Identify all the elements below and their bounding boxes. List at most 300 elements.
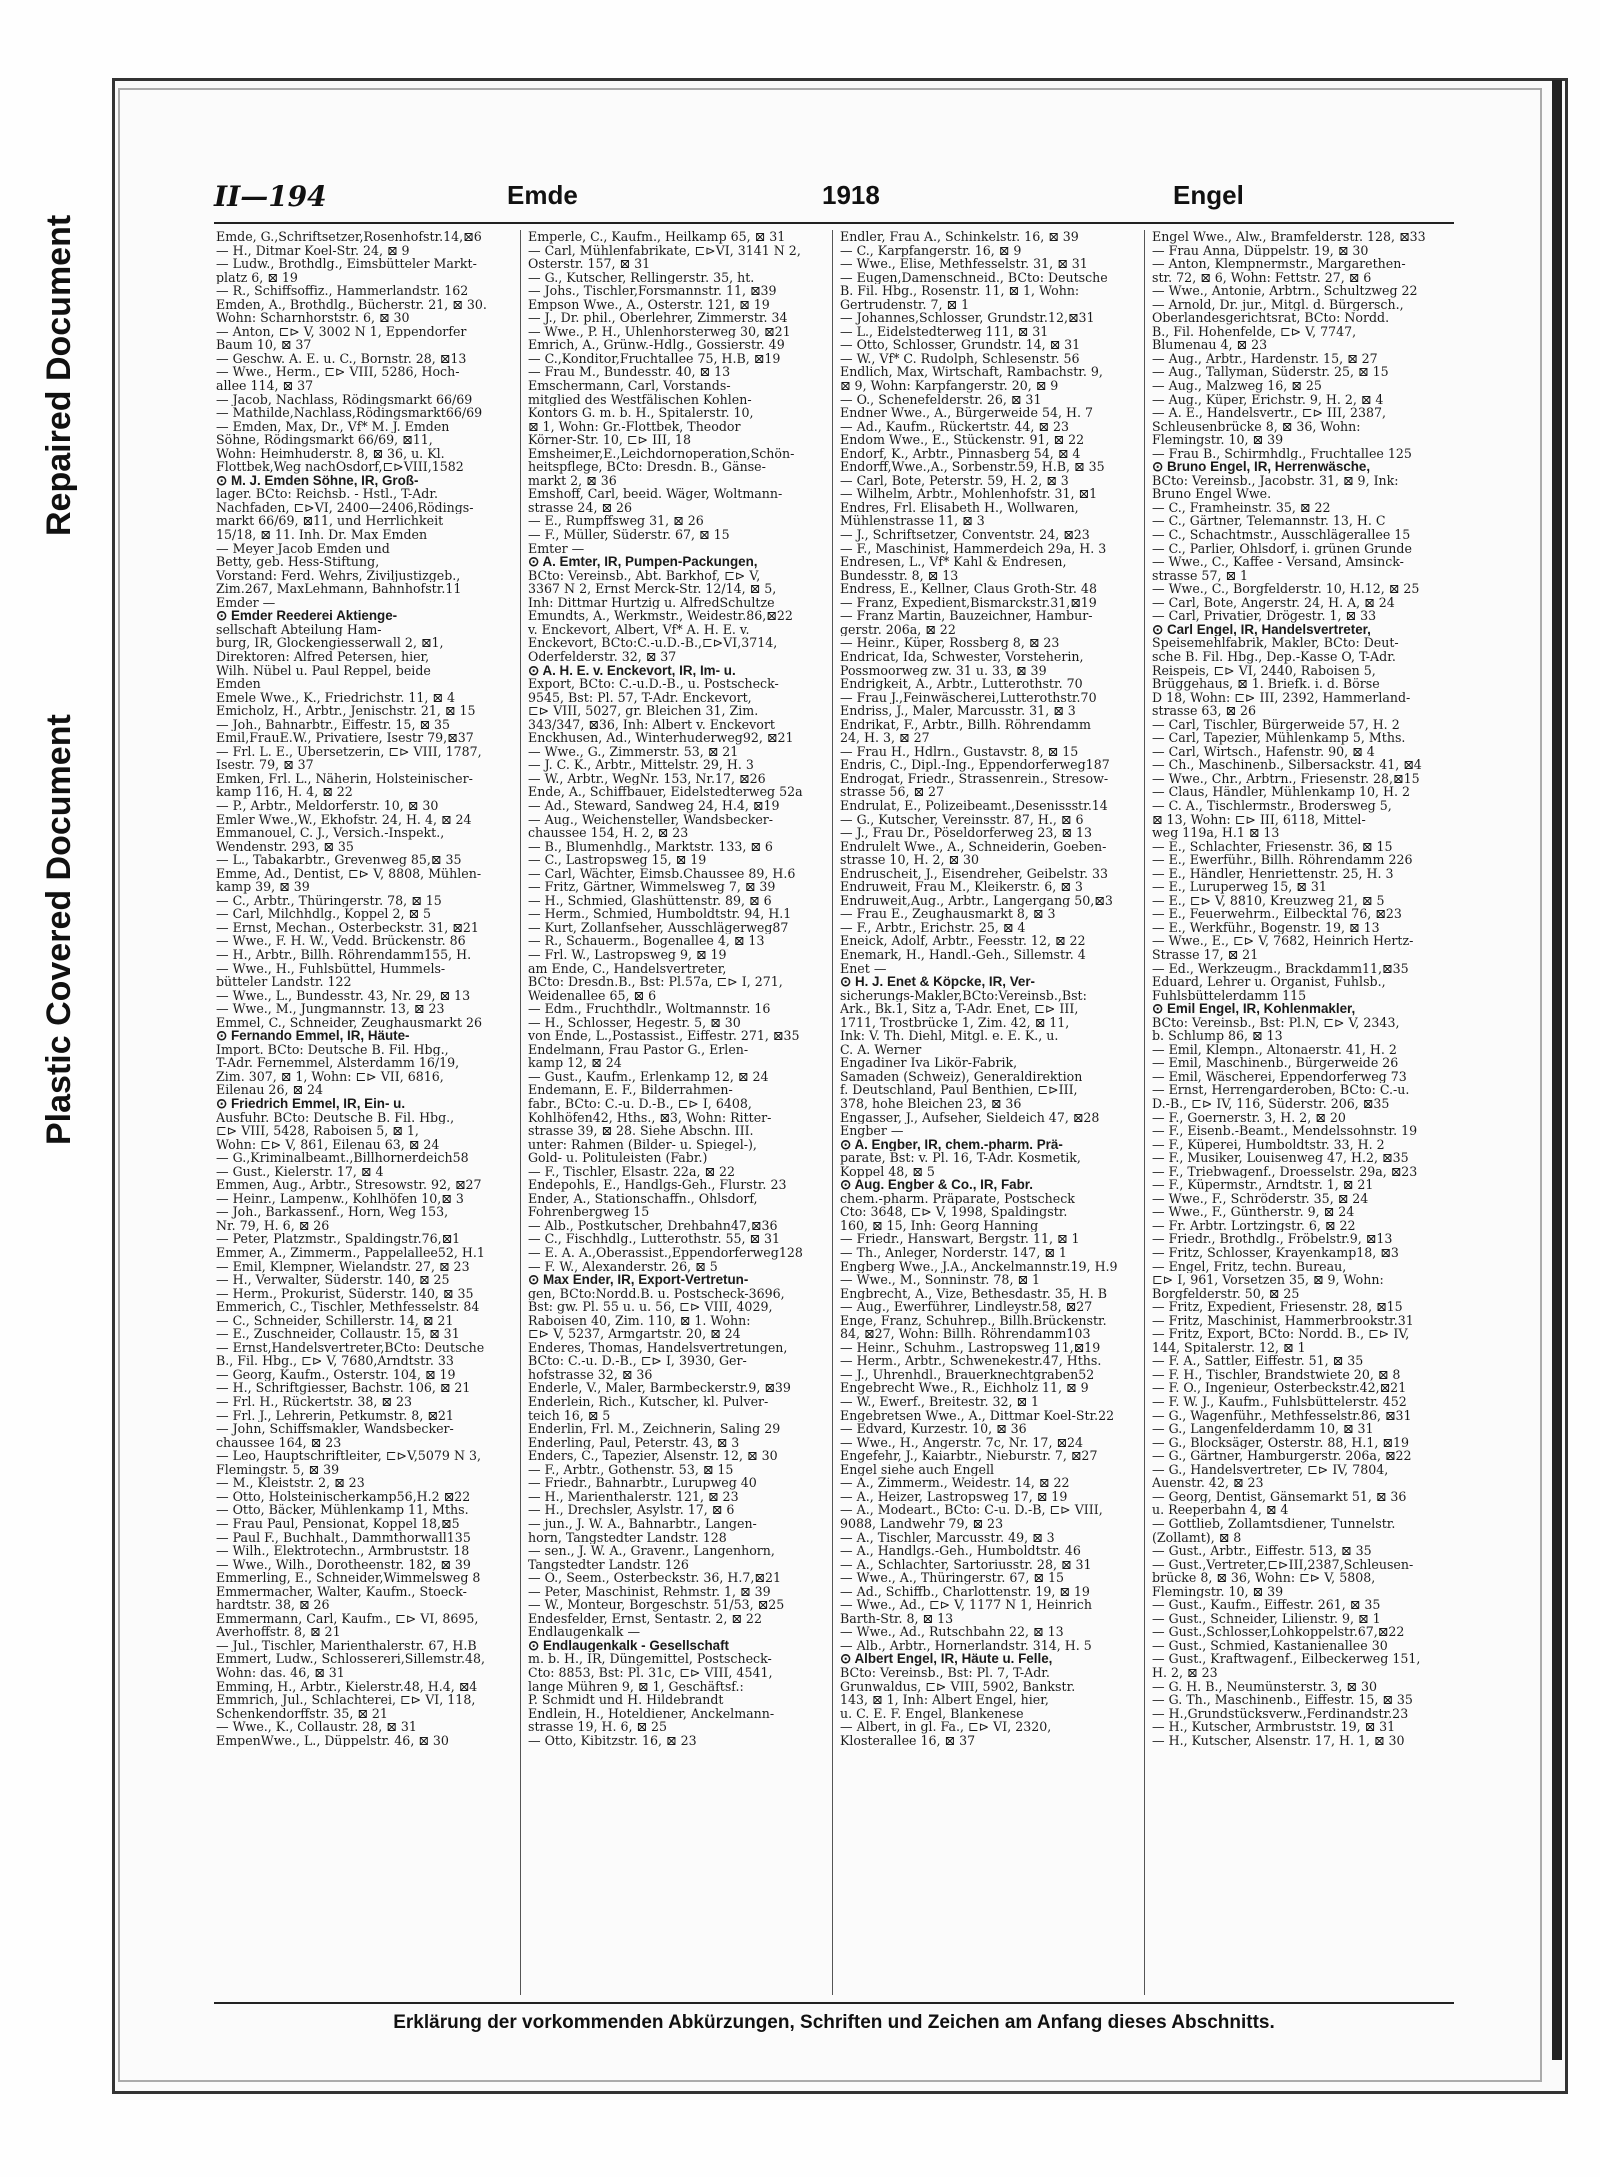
directory-line: Endlaugenkalk — bbox=[528, 1625, 641, 1639]
directory-line: — Wwe., G., Zimmerstr. 53, ⊠ 21 bbox=[528, 744, 739, 759]
directory-line: — F., Triebwagenf., Droesselstr. 29a, ⊠23 bbox=[1152, 1164, 1418, 1179]
directory-line: T-Adr. Fernemmel, Alsterdamm 16/19, bbox=[216, 1056, 460, 1070]
directory-line: Endepohls, E., Handlgs-Geh., Flurstr. 23 bbox=[528, 1178, 787, 1192]
directory-line: — Wilh., Elektrotechn., Armbruststr. 18 bbox=[216, 1544, 470, 1558]
directory-line: Emming, H., Arbtr., Kielerstr.48, H.4, ⊠4 bbox=[216, 1679, 478, 1694]
directory-line: Enderes, Thomas, Handelsvertretungen, bbox=[528, 1340, 788, 1355]
directory-line: mitglied des Westfälischen Kohlen- bbox=[528, 392, 752, 407]
directory-line: — Alb., Postkutscher, Drehbahn47,⊠36 bbox=[528, 1218, 778, 1233]
directory-line: BCto: Vereinsb., Jacobstr. 31, ⊠ 9, Ink: bbox=[1152, 473, 1399, 488]
directory-line: Emmermacher, Walter, Kaufm., Stoeck- bbox=[216, 1584, 467, 1599]
directory-line: ⊙ Carl Engel, IR, Handelsvertreter, bbox=[1152, 622, 1371, 637]
directory-line: Emrich, A., Grünw.-Hdlg., Gossierstr. 49 bbox=[528, 338, 785, 352]
directory-line: — P., Arbtr., Meldorferstr. 10, ⊠ 30 bbox=[216, 798, 439, 813]
directory-line: — Fritz, Schlosser, Krayenkamp18, ⊠3 bbox=[1152, 1246, 1399, 1260]
directory-line: Emder — bbox=[216, 595, 276, 610]
directory-line: 160, ⊠ 15, Inh: Georg Hanning bbox=[840, 1218, 1039, 1233]
plastic-covered-document-label: Plastic Covered Document bbox=[40, 714, 78, 1146]
directory-line: Emde, G.,Schriftsetzer,Rosenhofstr.14,⊠6 bbox=[216, 230, 482, 244]
directory-line: ⊠ 1, Wohn: Gr.-Flottbek, Theodor bbox=[528, 419, 741, 434]
directory-line: Endlich, Max, Wirtschaft, Rambachstr. 9, bbox=[840, 365, 1103, 380]
directory-line: u. Reeperbahn 4, ⊠ 4 bbox=[1152, 1503, 1289, 1517]
directory-line: Inh: Dittmar Hurtzig u. AlfredSchultze bbox=[528, 595, 775, 610]
directory-line: parate, Bst: v. Pl. 16, T-Adr. Kosmetik, bbox=[840, 1151, 1081, 1165]
directory-line: — C., Schneider, Schillerstr. 14, ⊠ 21 bbox=[216, 1313, 454, 1328]
directory-line: EmpenWwe., L., Düppelstr. 46, ⊠ 30 bbox=[216, 1733, 449, 1748]
directory-line: ⊙ M. J. Emden Söhne, IR, Groß- bbox=[216, 473, 419, 488]
directory-line: — Peter, Platzmstr., Spaldingstr.76,⊠1 bbox=[216, 1232, 461, 1247]
directory-line: Emmanouel, C. J., Versich.-Inspekt., bbox=[216, 826, 445, 840]
directory-line: Endres, Frl. Elisabeth H., Wollwaren, bbox=[840, 500, 1079, 515]
directory-line: — jun., J. W. A., Bahnarbtr., Langen- bbox=[528, 1516, 757, 1531]
header-rule bbox=[214, 222, 1454, 224]
directory-line: kamp 12, ⊠ 24 bbox=[528, 1056, 622, 1070]
directory-line: Endruweit, Frau M., Kleikerstr. 6, ⊠ 3 bbox=[840, 880, 1083, 894]
directory-line: Eneick, Adolf, Arbtr., Feesstr. 12, ⊠ 22 bbox=[840, 934, 1086, 948]
directory-line: Bst: gw. Pl. 55 u. u. 56, ⊏⊳ VIII, 4029, bbox=[528, 1300, 773, 1314]
directory-line: Ark., Bk.1, Sitz a, T-Adr. Enet, ⊏⊳ III, bbox=[840, 1002, 1079, 1016]
directory-line: — H., Kutscher, Armbruststr. 19, ⊠ 31 bbox=[1152, 1720, 1396, 1734]
directory-line: — R., Schauerm., Bogenallee 4, ⊠ 13 bbox=[528, 934, 765, 948]
directory-line: Flottbek,Weg nachOsdorf,⊏⊳VIII,1582 bbox=[216, 460, 464, 474]
directory-line: ⊙ Max Ender, IR, Export-Vertretun- bbox=[528, 1273, 749, 1287]
directory-line: Oberlandesgerichtsrat, BCto: Nordd. bbox=[1152, 311, 1390, 325]
directory-line: v. Enckevort, Albert, Vf* A. H. E. v. bbox=[528, 622, 750, 637]
directory-line: — Joh., Barkassenf., Horn, Weg 153, bbox=[216, 1205, 449, 1219]
directory-line: Endris, C., Dipl.-Ing., Eppendorferweg187 bbox=[840, 758, 1110, 772]
directory-line: — Jul., Tischler, Marienthalerstr. 67, H.B bbox=[216, 1638, 477, 1653]
repaired-document-label: Repaired Document bbox=[40, 214, 78, 536]
directory-line: Enet — bbox=[840, 961, 887, 976]
directory-line: sche B. Fil. Hbg., Dep.-Kasse O, T-Adr. bbox=[1152, 649, 1396, 664]
directory-line: weg 119a, H.1 ⊠ 13 bbox=[1152, 826, 1280, 840]
directory-line: — E. A. A.,Oberassist.,Eppendorferweg128 bbox=[528, 1246, 803, 1260]
directory-line: — J., Schriftsetzer, Conventstr. 24, ⊠23 bbox=[840, 528, 1090, 542]
directory-line: — Ed., Werkzeugm., Brackdamm11,⊠35 bbox=[1152, 961, 1409, 976]
directory-line: Engadiner Iva Likör-Fabrik, bbox=[840, 1056, 1018, 1070]
directory-line: Endress, E., Kellner, Claus Groth-Str. 48 bbox=[840, 582, 1097, 596]
directory-line: — F., Tischler, Elsastr. 22a, ⊠ 22 bbox=[528, 1164, 736, 1179]
directory-line: — F. O., Ingenieur, Osterbeckstr.42,⊠21 bbox=[1152, 1381, 1407, 1396]
directory-line: Cto: 8853, Bst: Pl. 31c, ⊏⊳ VIII, 4541, bbox=[528, 1665, 773, 1680]
directory-line: — Anton, ⊏⊳ V, 3002 N 1, Eppendorfer bbox=[216, 324, 467, 339]
directory-line: Ausfuhr. BCto: Deutsche B. Fil. Hbg., bbox=[216, 1110, 455, 1125]
directory-line: markt 66/69, ⊠11, und Herrlichkeit bbox=[216, 514, 444, 529]
directory-line: — Ad., Kaufm., Rückertstr. 44, ⊠ 23 bbox=[840, 419, 1069, 434]
directory-line: von Ende, L.,Postassist., Eiffestr. 271, ⊠35 bbox=[528, 1029, 800, 1043]
directory-line: — A., Schlachter, Sartoriusstr. 28, ⊠ 31 bbox=[840, 1557, 1092, 1572]
directory-line: bütteler Landstr. 122 bbox=[216, 975, 352, 989]
directory-line: ⊠ 13, Wohn: ⊏⊳ III, 6118, Mittel- bbox=[1152, 812, 1366, 827]
directory-line: — Ernst,Handelsvertreter,BCto: Deutsche bbox=[216, 1340, 485, 1355]
directory-line: Endriss, J., Maler, Marcusstr. 31, ⊠ 3 bbox=[840, 704, 1076, 718]
directory-line: — J., Dr. phil., Oberlehrer, Zimmerstr. 34 bbox=[528, 311, 788, 325]
directory-line: chaussee 164, ⊠ 23 bbox=[216, 1435, 342, 1450]
directory-line: Emschermann, Carl, Vorstands- bbox=[528, 379, 731, 393]
directory-line: D 18, Wohn: ⊏⊳ III, 2392, Hammerland- bbox=[1152, 690, 1411, 705]
directory-line: — Carl, Milchhdlg., Koppel 2, ⊠ 5 bbox=[216, 907, 432, 921]
directory-line: — Franz, Expedient,Bismarckstr.31,⊠19 bbox=[840, 595, 1097, 610]
directory-line: — E., Rumpffsweg 31, ⊠ 26 bbox=[528, 514, 704, 529]
directory-line: — Frau Anna, Düppelstr. 19, ⊠ 30 bbox=[1152, 243, 1369, 258]
directory-line: burg, IR, Glockengiesserwall 2, ⊠1, bbox=[216, 636, 444, 650]
directory-line: strasse 63, ⊠ 26 bbox=[1152, 704, 1257, 718]
directory-line: — Wwe., K., Collaustr. 28, ⊠ 31 bbox=[216, 1720, 417, 1734]
directory-line: Nachfaden, ⊏⊳VI, 2400—2406,Rödings- bbox=[216, 500, 474, 515]
directory-line: — L., Tabakarbtr., Grevenweg 85,⊠ 35 bbox=[216, 853, 462, 867]
directory-line: Barth-Str. 8, ⊠ 13 bbox=[840, 1611, 954, 1626]
directory-line: — F. A., Sattler, Eiffestr. 51, ⊠ 35 bbox=[1152, 1354, 1364, 1368]
directory-line: — Leo, Hauptschriftleiter, ⊏⊳V,5079 N 3, bbox=[216, 1449, 481, 1463]
directory-line: — Gust., Kraftwagenf., Eilbeckerweg 151, bbox=[1152, 1652, 1421, 1666]
directory-line: Wilh. Nübel u. Paul Reppel, beide bbox=[216, 663, 431, 678]
directory-line: 84, ⊠27, Wohn: Billh. Röhrendamm103 bbox=[840, 1327, 1091, 1341]
directory-line: — Aug., Ewerführer, Lindleystr.58, ⊠27 bbox=[840, 1300, 1093, 1314]
directory-line: — Paul F., Buchhalt., Dammthorwall135 bbox=[216, 1530, 471, 1545]
directory-line: Endner Wwe., A., Bürgerweide 54, H. 7 bbox=[840, 406, 1093, 420]
directory-line: Enderling, Paul, Peterstr. 43, ⊠ 3 bbox=[528, 1435, 740, 1450]
directory-line: — O., Schenefelderstr. 26, ⊠ 31 bbox=[840, 392, 1042, 407]
directory-line: chem.-pharm. Präparate, Postscheck bbox=[840, 1191, 1075, 1206]
directory-line: Osterstr. 157, ⊠ 31 bbox=[528, 257, 651, 271]
header-last-word: Engel bbox=[1173, 180, 1244, 210]
directory-line: — Wwe., H., Angerstr. 7c, Nr. 17, ⊠24 bbox=[840, 1435, 1084, 1450]
directory-line: — Friedr., Bahnarbtr., Lurupweg 40 bbox=[528, 1476, 757, 1490]
directory-line: Isestr. 79, ⊠ 37 bbox=[216, 758, 314, 772]
directory-line: Endrogat, Friedr., Strassenrein., Stresow- bbox=[840, 771, 1109, 786]
directory-line: f. Deutschland, Paul Benthien, ⊏⊳III, bbox=[840, 1083, 1078, 1097]
directory-line: — Fritz, Maschinist, Hammerbrookstr.31 bbox=[1152, 1313, 1414, 1328]
directory-line: — Meyer Jacob Emden und bbox=[216, 541, 390, 556]
directory-line: — Franz Martin, Bauzeichner, Hambur- bbox=[840, 609, 1093, 623]
directory-line: Gertrudenstr. 7, ⊠ 1 bbox=[840, 297, 970, 312]
directory-line: Vorstand: Ferd. Wehrs, Ziviljustizgeb., bbox=[216, 568, 461, 583]
directory-line: — Herm., Prokurist, Süderstr. 140, ⊠ 35 bbox=[216, 1286, 474, 1301]
directory-line: — Aug., Malzweg 16, ⊠ 25 bbox=[1152, 379, 1322, 393]
directory-line: ⊏⊳ I, 961, Vorsetzen 35, ⊠ 9, Wohn: bbox=[1152, 1273, 1384, 1287]
directory-line: — R., Schiffsoffiz., Hammerlandstr. 162 bbox=[216, 284, 469, 298]
directory-line: — Emil, Klempner, Wielandstr. 27, ⊠ 23 bbox=[216, 1259, 470, 1274]
directory-line: — H., Verwalter, Süderstr. 140, ⊠ 25 bbox=[216, 1273, 450, 1287]
directory-line: platz 6, ⊠ 19 bbox=[216, 270, 298, 285]
directory-line: ⊙ A. Emter, IR, Pumpen-Packungen, bbox=[528, 555, 758, 569]
directory-line: — B., Blumenhdlg., Marktstr. 133, ⊠ 6 bbox=[528, 839, 773, 854]
directory-line: — Edm., Fruchthdlr., Woltmannstr. 16 bbox=[528, 1002, 771, 1016]
directory-line: — Otto, Schlosser, Grundstr. 14, ⊠ 31 bbox=[840, 338, 1081, 352]
directory-line: — E., Schlachter, Friesenstr. 36, ⊠ 15 bbox=[1152, 839, 1393, 854]
directory-line: — Georg, Kaufm., Osterstr. 104, ⊠ 19 bbox=[216, 1367, 456, 1382]
directory-line: BCto: Vereinsb., Abt. Barkhof, ⊏⊳ V, bbox=[528, 568, 761, 583]
directory-line: — Emil, Klempn., Altonaerstr. 41, H. 2 bbox=[1152, 1042, 1397, 1057]
directory-line: — Wwe., F., Schröderstr. 35, ⊠ 24 bbox=[1152, 1191, 1369, 1206]
directory-line: hofstrasse 32, ⊠ 36 bbox=[528, 1367, 653, 1382]
directory-line: ⊠ 9, Wohn: Karpfangerstr. 20, ⊠ 9 bbox=[840, 379, 1059, 393]
directory-column-1 bbox=[216, 230, 514, 1995]
directory-line: Engebretsen Wwe., A., Dittmar Koel-Str.22 bbox=[840, 1408, 1115, 1423]
directory-line: Söhne, Rödingsmarkt 66/69, ⊠11, bbox=[216, 433, 433, 447]
directory-line: — F. W. J., Kaufm., Fuhlsbüttelerstr. 452 bbox=[1152, 1395, 1407, 1409]
directory-line: — Fritz, Expedient, Friesenstr. 28, ⊠15 bbox=[1152, 1300, 1403, 1314]
directory-line: — Wwe., A., Thüringerstr. 67, ⊠ 15 bbox=[840, 1571, 1064, 1585]
directory-line: — Ch., Maschinenb., Silbersackstr. 41, ⊠4 bbox=[1152, 758, 1422, 772]
directory-line: — G., Blocksäger, Osterstr. 88, H.1, ⊠19 bbox=[1152, 1435, 1409, 1450]
directory-line: Engbrecht, A., Vize, Bethesdastr. 35, H. B bbox=[840, 1286, 1108, 1301]
directory-line: brücke 8, ⊠ 36, Wohn: ⊏⊳ V, 5808, bbox=[1152, 1571, 1376, 1585]
directory-line: b. Schlump 86, ⊠ 13 bbox=[1152, 1029, 1283, 1043]
directory-line: Speisemehlfabrik, Makler, BCto: Deut- bbox=[1152, 636, 1399, 650]
directory-line: Mühlenstrasse 11, ⊠ 3 bbox=[840, 514, 985, 529]
directory-line: — Georg, Dentist, Gänsemarkt 51, ⊠ 36 bbox=[1152, 1489, 1407, 1504]
directory-line: 343/347, ⊠36, Inh: Albert v. Enckevort bbox=[528, 717, 775, 732]
directory-line: kamp 116, H. 4, ⊠ 22 bbox=[216, 785, 353, 799]
directory-line: ⊏⊳ V, 5237, Armgartstr. 20, ⊠ 24 bbox=[528, 1327, 741, 1341]
directory-line: — Heinr., Küper, Rossberg 8, ⊠ 23 bbox=[840, 636, 1060, 650]
directory-line: — Heinr., Schuhm., Lastropsweg 11,⊠19 bbox=[840, 1340, 1101, 1355]
directory-line: 9545, Bst: Pl. 57, T-Adr. Enckevort, bbox=[528, 690, 752, 705]
directory-line: — H., Ditmar Koel-Str. 24, ⊠ 9 bbox=[216, 243, 410, 258]
directory-line: — G., Kutscher, Vereinsstr. 87, H., ⊠ 6 bbox=[840, 812, 1084, 827]
directory-line: — F., Küpermstr., Arndtstr. 1, ⊠ 21 bbox=[1152, 1178, 1374, 1192]
column-divider bbox=[1144, 230, 1145, 1995]
directory-line: — G., Handelsvertreter, ⊏⊳ IV, 7804, bbox=[1152, 1462, 1389, 1477]
directory-line: Borgfelderstr. 50, ⊠ 25 bbox=[1152, 1286, 1300, 1301]
directory-line: — H.,Grundstücksverw.,Ferdinandstr.23 bbox=[1152, 1706, 1409, 1721]
page-number: II—194 bbox=[214, 180, 327, 213]
directory-line: D.-B., ⊏⊳ IV, 116, Süderstr. 206, ⊠35 bbox=[1152, 1097, 1390, 1111]
directory-line: 9088, Landwehr 79, ⊠ 23 bbox=[840, 1516, 1004, 1531]
directory-line: Betty, geb. Hess-Stiftung, bbox=[216, 555, 380, 569]
directory-line: — G., Langenfelderdamm 10, ⊠ 31 bbox=[1152, 1422, 1374, 1436]
directory-line: — E., ⊏⊳ V, 8810, Kreuzweg 21, ⊠ 5 bbox=[1152, 893, 1385, 908]
directory-line: — Fritz, Export, BCto: Nordd. B., ⊏⊳ IV, bbox=[1152, 1327, 1410, 1341]
directory-line: fabr., BCto: C.-u. D.-B., ⊏⊳ I, 6408, bbox=[528, 1097, 752, 1111]
directory-line: m. b. H., IR, Düngemittel, Postscheck- bbox=[528, 1652, 772, 1666]
directory-line: — Gottlieb, Zollamtsdiener, Tunnelstr. bbox=[1152, 1516, 1396, 1531]
directory-line: Endrikat, F., Arbtr., Billh. Röhrendamm bbox=[840, 717, 1091, 732]
directory-line: Wendenstr. 293, ⊠ 35 bbox=[216, 839, 354, 854]
directory-line: Ende, A., Schiffbauer, Eidelstedterweg 52a bbox=[528, 785, 803, 799]
directory-line: kamp 39, ⊠ 39 bbox=[216, 880, 310, 894]
directory-line: — H., Kutscher, Alsenstr. 17, H. 1, ⊠ 30 bbox=[1152, 1733, 1405, 1748]
directory-line: BCto: Vereinsb., Bst: Pl.N, ⊏⊳ V, 2343, bbox=[1152, 1015, 1400, 1030]
page-edge-shadow bbox=[1552, 80, 1562, 2060]
directory-line: Körner-Str. 10, ⊏⊳ III, 18 bbox=[528, 433, 692, 447]
directory-line: — A., Heizer, Lastropsweg 17, ⊠ 19 bbox=[840, 1489, 1068, 1504]
directory-line: — Claus, Händler, Mühlenkamp 10, H. 2 bbox=[1152, 785, 1411, 799]
directory-line: 15/18, ⊠ 11. Inh. Dr. Max Emden bbox=[216, 528, 428, 542]
directory-line: Possmoorweg zw. 31 u. 33, ⊠ 39 bbox=[840, 663, 1047, 678]
directory-line: horn, Tangstedter Landstr. 128 bbox=[528, 1530, 727, 1545]
directory-line: — Mathilde,Nachlass,Rödingsmarkt66/69 bbox=[216, 406, 483, 420]
directory-line: Endorf, K., Arbtr., Pinnasberg 54, ⊠ 4 bbox=[840, 446, 1081, 461]
directory-line: Tangstedter Landstr. 126 bbox=[528, 1557, 689, 1572]
directory-line: Emmer, A., Zimmerm., Pappelallee52, H.1 bbox=[216, 1246, 485, 1260]
directory-line: strasse 56, ⊠ 27 bbox=[840, 785, 945, 799]
directory-line: — E., Luruperweg 15, ⊠ 31 bbox=[1152, 880, 1327, 894]
directory-line: (Zollamt), ⊠ 8 bbox=[1152, 1530, 1242, 1545]
directory-line: Eduard, Lehrer u. Organist, Fuhlsb., bbox=[1152, 975, 1386, 989]
header-year: 1918 bbox=[822, 180, 880, 210]
directory-line: ⊙ Emder Reederei Aktienge- bbox=[216, 609, 398, 623]
directory-line: — E., Händler, Henriettenstr. 25, H. 3 bbox=[1152, 866, 1394, 881]
directory-line: Emmrich, Jul., Schlachterei, ⊏⊳ VI, 118, bbox=[216, 1693, 476, 1707]
directory-line: ⊙ Aug. Engber & Co., IR, Fabr. bbox=[840, 1178, 1033, 1192]
directory-line: — Herm., Schmied, Humboldtstr. 94, H.1 bbox=[528, 907, 792, 921]
directory-line: — F., Arbtr., Gothenstr. 53, ⊠ 15 bbox=[528, 1462, 734, 1477]
directory-line: — Eugen,Damenschneid., BCto: Deutsche bbox=[840, 270, 1108, 285]
directory-line: — G. H. B., Neumünsterstr. 3, ⊠ 30 bbox=[1152, 1679, 1377, 1694]
directory-line: unter: Rahmen (Bilder- u. Spiegel-), bbox=[528, 1137, 757, 1152]
directory-line: — Alb., Arbtr., Hornerlandstr. 314, H. 5 bbox=[840, 1638, 1092, 1653]
directory-line: teich 16, ⊠ 5 bbox=[528, 1408, 611, 1423]
directory-line: ⊙ A. Engber, IR, chem.-pharm. Prä- bbox=[840, 1137, 1063, 1152]
directory-line: Endruweit,Aug., Arbtr., Langergang 50,⊠3 bbox=[840, 893, 1113, 908]
directory-line: — Wwe., F. H. W., Vedd. Brückenstr. 86 bbox=[216, 934, 466, 948]
directory-line: Emmerich, C., Tischler, Methfesselstr. 84 bbox=[216, 1300, 480, 1314]
directory-line: — Wwe., F., Güntherstr. 9, ⊠ 24 bbox=[1152, 1205, 1355, 1219]
directory-line: — H., Schlosser, Hegestr. 5, ⊠ 30 bbox=[528, 1015, 741, 1030]
directory-line: — H., Schmied, Glashüttenstr. 89, ⊠ 6 bbox=[528, 893, 772, 908]
directory-line: Emler Wwe.,W., Ekhofstr. 24, H. 4, ⊠ 24 bbox=[216, 812, 472, 827]
directory-line: Baum 10, ⊠ 37 bbox=[216, 338, 312, 352]
directory-line: — Wwe., E., ⊏⊳ V, 7682, Heinrich Hertz- bbox=[1152, 934, 1414, 948]
directory-line: Empson Wwe., A., Osterstr. 121, ⊠ 19 bbox=[528, 297, 770, 312]
directory-line: str. 72, ⊠ 6, Wohn: Fettstr. 27, ⊠ 6 bbox=[1152, 270, 1372, 285]
directory-line: Endrulat, E., Polizeibeamt.,Desenissstr.14 bbox=[840, 798, 1108, 813]
directory-line: — L., Eidelstedterweg 111, ⊠ 31 bbox=[840, 324, 1049, 339]
column-divider bbox=[520, 230, 521, 1995]
directory-line: Auenstr. 42, ⊠ 23 bbox=[1152, 1476, 1264, 1490]
directory-line: — F., Goernerstr. 3, H. 2, ⊠ 20 bbox=[1152, 1110, 1346, 1125]
directory-line: — A., Modeart., BCto: C-u. D.-B, ⊏⊳ VIII, bbox=[840, 1503, 1103, 1517]
directory-line: — Ernst, Herrengarderoben, BCto: C.-u. bbox=[1152, 1083, 1410, 1097]
directory-line: Endom Wwe., E., Stückenstr. 91, ⊠ 22 bbox=[840, 433, 1085, 447]
directory-line: — Emil, Wäscherei, Eppendorferweg 73 bbox=[1152, 1069, 1407, 1084]
directory-line: — G. Th., Maschinenb., Eiffestr. 15, ⊠ 35 bbox=[1152, 1693, 1413, 1707]
directory-line: — F., Eisenb.-Beamt., Mendelssohnstr. 19 bbox=[1152, 1124, 1418, 1138]
directory-line: Wohn: Scharnhorststr. 6, ⊠ 30 bbox=[216, 311, 410, 325]
directory-line: Blumenau 4, ⊠ 23 bbox=[1152, 338, 1268, 352]
directory-line: ⊙ Endlaugenkalk - Gesellschaft bbox=[528, 1638, 729, 1653]
directory-line: — Aug., Weichensteller, Wandsbecker- bbox=[528, 812, 774, 827]
directory-line: Wohn: das. 46, ⊠ 31 bbox=[216, 1665, 345, 1680]
directory-line: Enderlein, Rich., Kutscher, kl. Pulver- bbox=[528, 1395, 769, 1409]
directory-line: 3367 N 2, Ernst Merck-Str. 12/14, ⊠ 5, bbox=[528, 582, 777, 596]
directory-line: — C., Lastropsweg 15, ⊠ 19 bbox=[528, 853, 707, 867]
directory-line: — Wwe., Ad., Rutschbahn 22, ⊠ 13 bbox=[840, 1625, 1064, 1639]
directory-line: — Carl, Privatier, Drögestr. 1, ⊠ 33 bbox=[1152, 609, 1377, 623]
directory-line: — C., Parlier, Ohlsdorf, i. grünen Grunde bbox=[1152, 541, 1412, 556]
directory-line: Grunwaldus, ⊏⊳ VIII, 5902, Bankstr. bbox=[840, 1679, 1076, 1694]
directory-line: Reispeis, ⊏⊳ VI, 2440, Raboisen 5, bbox=[1152, 663, 1376, 678]
directory-line: Emundts, A., Werkmstr., Weidestr.86,⊠22 bbox=[528, 609, 793, 623]
directory-line: — Anton, Klempnermstr., Margarethen- bbox=[1152, 257, 1406, 271]
directory-line: — W., Vf* C. Rudolph, Schlesenstr. 56 bbox=[840, 351, 1080, 366]
directory-line: B., Fil. Hbg., ⊏⊳ V, 7680,Arndtstr. 33 bbox=[216, 1354, 454, 1368]
directory-line: — G., Kutscher, Rellingerstr. 35, ht. bbox=[528, 270, 755, 285]
directory-line: — Otto, Bäcker, Mühlenkamp 11, Mths. bbox=[216, 1503, 469, 1517]
directory-line: — Carl, Bote, Angerstr. 24, H. A, ⊠ 24 bbox=[1152, 595, 1395, 610]
directory-line: BCto: C.-u. D.-B., ⊏⊳ I, 3930, Ger- bbox=[528, 1354, 747, 1368]
directory-line: Engberg Wwe., J.A., Anckelmannstr.19, H.9 bbox=[840, 1259, 1118, 1274]
directory-line: — Frau J.,Feinwäscherei,Lutterothstr.70 bbox=[840, 690, 1097, 705]
directory-line: Direktoren: Alfred Petersen, hier, bbox=[216, 649, 430, 664]
directory-line: Strasse 17, ⊠ 21 bbox=[1152, 947, 1259, 962]
directory-line: — Fr. Arbtr. Lortzingstr. 6, ⊠ 22 bbox=[1152, 1218, 1356, 1233]
directory-line: strasse 24, ⊠ 26 bbox=[528, 500, 633, 515]
directory-line: — Joh., Bahnarbtr., Eiffestr. 15, ⊠ 35 bbox=[216, 717, 451, 732]
directory-line: — E., Zuschneider, Collaustr. 15, ⊠ 31 bbox=[216, 1327, 460, 1341]
directory-line: — Frl. W., Lastropsweg 9, ⊠ 19 bbox=[528, 947, 727, 962]
directory-line: — Frau M., Bundesstr. 40, ⊠ 13 bbox=[528, 365, 731, 380]
directory-line: Fuhlsbüttelerdamm 115 bbox=[1152, 988, 1307, 1003]
directory-line: Koppel 48, ⊠ 5 bbox=[840, 1164, 935, 1179]
directory-line: Bruno Engel Wwe. bbox=[1152, 487, 1272, 501]
directory-line: — F. H., Tischler, Brandstwiete 20, ⊠ 8 bbox=[1152, 1367, 1401, 1382]
directory-line: BCto: Vereinsb., Bst: Pl. 7, T-Adr. bbox=[840, 1665, 1050, 1680]
directory-line: — Carl, Tapezier, Mühlenkamp 5, Mths. bbox=[1152, 731, 1406, 745]
directory-line: — Ad., Schiffb., Charlottenstr. 19, ⊠ 19 bbox=[840, 1584, 1090, 1599]
directory-line: — M., Kleiststr. 2, ⊠ 23 bbox=[216, 1476, 365, 1490]
directory-line: — Wwe., Wilh., Dorotheenstr. 182, ⊠ 39 bbox=[216, 1557, 471, 1572]
directory-line: — Wwe., P. H., Uhlenhorsterweg 30, ⊠21 bbox=[528, 324, 791, 339]
directory-line: Engebrecht Wwe., R., Eichholz 11, ⊠ 9 bbox=[840, 1381, 1089, 1396]
directory-line: Emicholz, H., Arbtr., Jenischstr. 21, ⊠ 15 bbox=[216, 704, 476, 718]
directory-line: ⊙ A. H. E. v. Enckevort, IR, Im- u. bbox=[528, 663, 736, 678]
directory-line: — Johannes,Schlosser, Grundstr.12,⊠31 bbox=[840, 311, 1095, 325]
directory-line: strasse 39, ⊠ 28. Siehe Abschn. III. bbox=[528, 1124, 754, 1138]
directory-line: Engel Wwe., Alw., Bramfelderstr. 128, ⊠33 bbox=[1152, 230, 1426, 244]
directory-line: Eilenau 26, ⊠ 24 bbox=[216, 1083, 324, 1097]
directory-line: Flemingstr. 10, ⊠ 39 bbox=[1152, 1584, 1284, 1599]
directory-line: — G., Wagenführ., Methfesselstr.86, ⊠31 bbox=[1152, 1408, 1412, 1423]
directory-line: strasse 19, H. 6, ⊠ 25 bbox=[528, 1720, 668, 1734]
directory-line: Engber — bbox=[840, 1124, 904, 1138]
directory-line: — O., Seem., Osterbeckstr. 36, H.7,⊠21 bbox=[528, 1571, 781, 1585]
directory-line: hardtstr. 38, ⊠ 26 bbox=[216, 1598, 330, 1612]
directory-line: ⊙ Friedrich Emmel, IR, Ein- u. bbox=[216, 1097, 406, 1111]
directory-line: Zim.267, MaxLehmann, Bahnhofstr.11 bbox=[216, 582, 462, 596]
directory-line: — H., Drechsler, Asylstr. 17, ⊠ 6 bbox=[528, 1503, 735, 1517]
directory-line: — Wwe., M., Sonninstr. 78, ⊠ 1 bbox=[840, 1273, 1041, 1287]
directory-line: — J., Frau Dr., Pöseldorferweg 23, ⊠ 13 bbox=[840, 826, 1092, 840]
directory-line: — F., Musiker, Louisenweg 47, H.2, ⊠35 bbox=[1152, 1151, 1409, 1165]
directory-line: Emmen, Aug., Arbtr., Stresowstr. 92, ⊠27 bbox=[216, 1178, 482, 1192]
directory-line: sicherungs-Makler,BCto:Vereinsb.,Bst: bbox=[840, 988, 1087, 1003]
directory-line: — Friedr., Brothdlg., Fröbelstr.9, ⊠13 bbox=[1152, 1232, 1393, 1247]
directory-line: — C.,Konditor,Fruchtallee 75, H.B, ⊠19 bbox=[528, 351, 781, 366]
directory-line: — Wwe., Ad., ⊏⊳ V, 1177 N 1, Heinrich bbox=[840, 1598, 1092, 1612]
directory-line: Gold- u. Polituleisten (Fabr.) bbox=[528, 1151, 708, 1165]
directory-line: — Wilhelm, Arbtr., Mohlenhofstr. 31, ⊠1 bbox=[840, 487, 1098, 501]
directory-line: — Carl, Mühlenfabrikate, ⊏⊳VI, 3141 N 2, bbox=[528, 243, 801, 258]
directory-line: u. C. E. F. Engel, Blankenese bbox=[840, 1706, 1024, 1721]
directory-line: — J. C. K., Arbtr., Mittelstr. 29, H. 3 bbox=[528, 758, 754, 772]
directory-line: strasse 57, ⊠ 1 bbox=[1152, 568, 1249, 583]
directory-line: — Wwe., M., Jungmannstr. 13, ⊠ 23 bbox=[216, 1002, 445, 1016]
directory-line: — W., Monteur, Borgeschstr. 51/53, ⊠25 bbox=[528, 1598, 785, 1612]
directory-line: Oderfelderstr. 32, ⊠ 37 bbox=[528, 649, 677, 664]
directory-line: — C., Arbtr., Thüringerstr. 78, ⊠ 15 bbox=[216, 893, 442, 908]
directory-line: — Frau H., Hdlrn., Gustavstr. 8, ⊠ 15 bbox=[840, 744, 1079, 759]
header-first-word: Emde bbox=[507, 180, 578, 210]
directory-line: — C., Gärtner, Telemannstr. 13, H. C bbox=[1152, 514, 1386, 529]
directory-line: Endler, Frau A., Schinkelstr. 16, ⊠ 39 bbox=[840, 230, 1079, 244]
directory-line: Endresen, L., Vf* Kahl & Endresen, bbox=[840, 555, 1067, 569]
directory-line: — Otto, Holsteinischerkamp56,H.2 ⊠22 bbox=[216, 1489, 471, 1504]
directory-line: Emden, A., Brothdlg., Bücherstr. 21, ⊠ 30. bbox=[216, 297, 487, 312]
directory-line: Emken, Frl. L., Näherin, Holsteinischer- bbox=[216, 771, 473, 786]
